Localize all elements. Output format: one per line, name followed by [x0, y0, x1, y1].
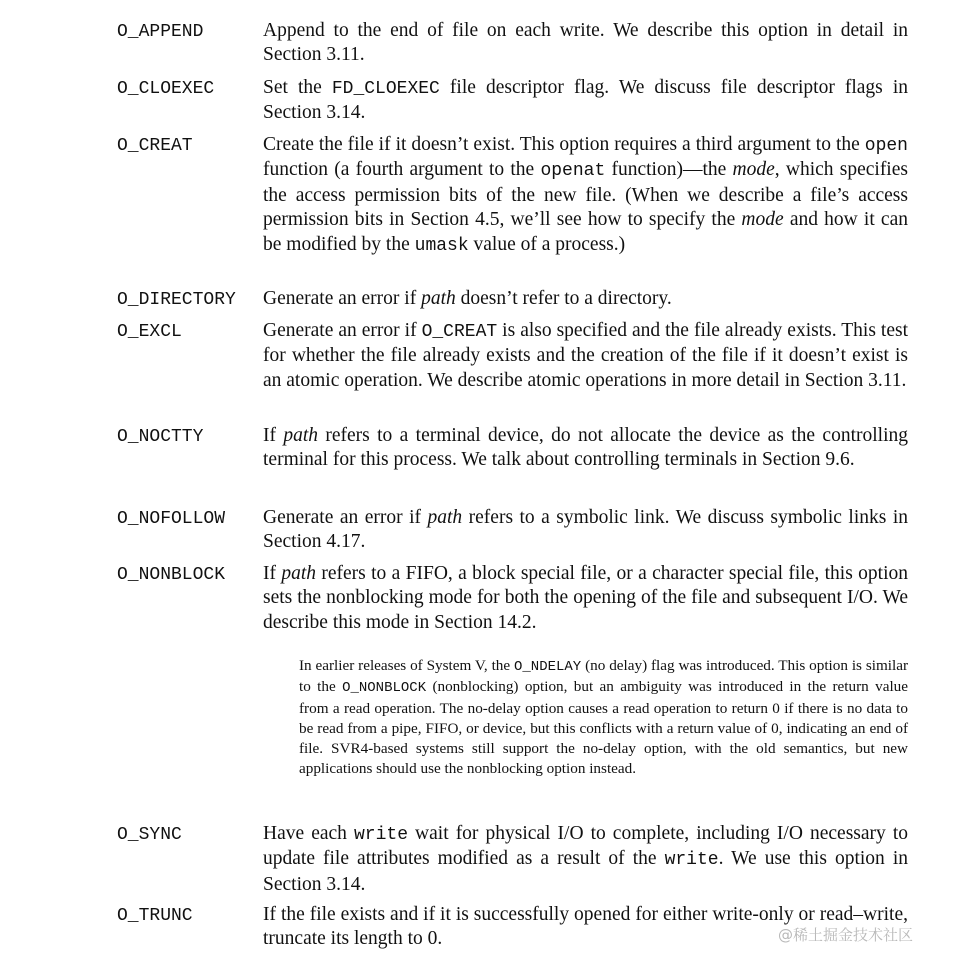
option-description	[263, 424, 908, 473]
desc-text: If the file exists and if it is successfully opened for either write-only or read–write, truncate its length to 0.	[263, 904, 908, 950]
option-name: O_SYNC	[117, 825, 182, 845]
desc-code: openat	[540, 161, 606, 182]
desc-text: Have each	[263, 823, 354, 844]
option-description	[263, 287, 908, 311]
option-name: O_CLOEXEC	[117, 79, 215, 99]
desc-code: write	[664, 850, 719, 871]
desc-text: If	[263, 425, 284, 446]
desc-text: Append to the end of file on each write. We describe this option in detail in Section 3.11.	[263, 20, 908, 66]
desc-text: , which specifies the access permission bits of the new file. (When we describe a file’s access permission bits in Section 4.5, we’ll see how to specify the	[263, 159, 908, 231]
option-name: O_NOFOLLOW	[117, 509, 226, 529]
desc-code: O_CREAT	[421, 322, 498, 342]
desc-text: Generate an error if	[263, 288, 422, 309]
option-description	[263, 133, 908, 258]
desc-text: value of a process.)	[468, 233, 626, 255]
desc-emphasis: mode	[741, 209, 784, 231]
option-description	[263, 19, 908, 68]
desc-text: refers to a FIFO, a block special file, or a character special file, this option sets the nonblocking mode for both the opening of the file and subsequent I/O. We describe this mode in Section 14.2.	[263, 563, 908, 633]
option-description	[263, 319, 908, 393]
desc-text: Generate an error if	[263, 507, 428, 528]
desc-emphasis: path	[427, 507, 463, 528]
option-name: O_NONBLOCK	[117, 565, 226, 585]
note-text: (no delay) flag was introduced. This option is similar to the	[299, 657, 908, 696]
desc-emphasis: mode	[732, 159, 775, 181]
desc-code: FD_CLOEXEC	[331, 79, 440, 99]
desc-text: and how it can be modified by the	[263, 209, 908, 255]
note-text: In earlier releases of System V, the	[299, 657, 514, 674]
desc-emphasis: path	[283, 425, 319, 446]
option-name: O_EXCL	[117, 322, 182, 342]
option-name: O_NOCTTY	[117, 427, 204, 447]
watermark: @稀土掘金技术社区	[778, 926, 914, 944]
desc-text: refers to a terminal device, do not allocate the device as the controlling terminal for this process. We talk about controlling terminals in Section 9.6.	[263, 425, 908, 471]
desc-text: is also specified and the file already exists. This test for whether the file already exists and the creation of the file if it doesn’t exist is an atomic operation. We describe atomic operations in more detail in Section 3.11.	[263, 320, 908, 391]
desc-text: doesn’t refer to a directory.	[455, 288, 672, 309]
desc-text: Generate an error if	[263, 320, 422, 341]
option-description	[263, 76, 908, 126]
desc-text: Set the	[263, 77, 332, 98]
desc-text: file descriptor flag. We discuss file descriptor flags in Section 3.14.	[263, 77, 908, 124]
option-name: O_CREAT	[117, 136, 193, 156]
note-text: (nonblocking) option, but an ambiguity was introduced in the return value from a read operation. The no-delay option causes a read operation to return 0 if there is no data to be read from a pipe, FIFO, or device, but this conflicts with a return value of 0, indicating an end of file. SVR4-based systems still support the no-delay option, with the old semantics, but new applications should use the nonblocking option instead.	[299, 678, 909, 778]
desc-text: function (a fourth argument to the	[263, 159, 541, 181]
desc-text: If	[263, 563, 282, 584]
option-description	[263, 822, 908, 897]
desc-text: wait for physical I/O to complete, including I/O necessary to update file attributes modified as a result of the	[263, 823, 908, 870]
option-description	[263, 506, 908, 555]
desc-emphasis: path	[281, 563, 317, 584]
desc-text: . We use this option in Section 3.14.	[263, 848, 908, 895]
note-code: O_NDELAY	[514, 659, 582, 675]
option-name: O_DIRECTORY	[117, 290, 236, 310]
desc-text: refers to a symbolic link. We discuss symbolic links in Section 4.17.	[263, 507, 908, 553]
note-code: O_NONBLOCK	[342, 680, 427, 697]
desc-code: open	[864, 136, 908, 156]
desc-emphasis: path	[421, 288, 456, 309]
historical-note	[299, 656, 908, 780]
option-name: O_TRUNC	[117, 906, 193, 926]
desc-text: function)—the	[605, 159, 733, 181]
option-description	[263, 562, 908, 635]
desc-text: Create the file if it doesn’t exist. This option requires a third argument to the	[263, 134, 865, 155]
option-name: O_APPEND	[117, 22, 204, 42]
desc-code: write	[353, 825, 408, 845]
desc-code: umask	[414, 235, 469, 256]
